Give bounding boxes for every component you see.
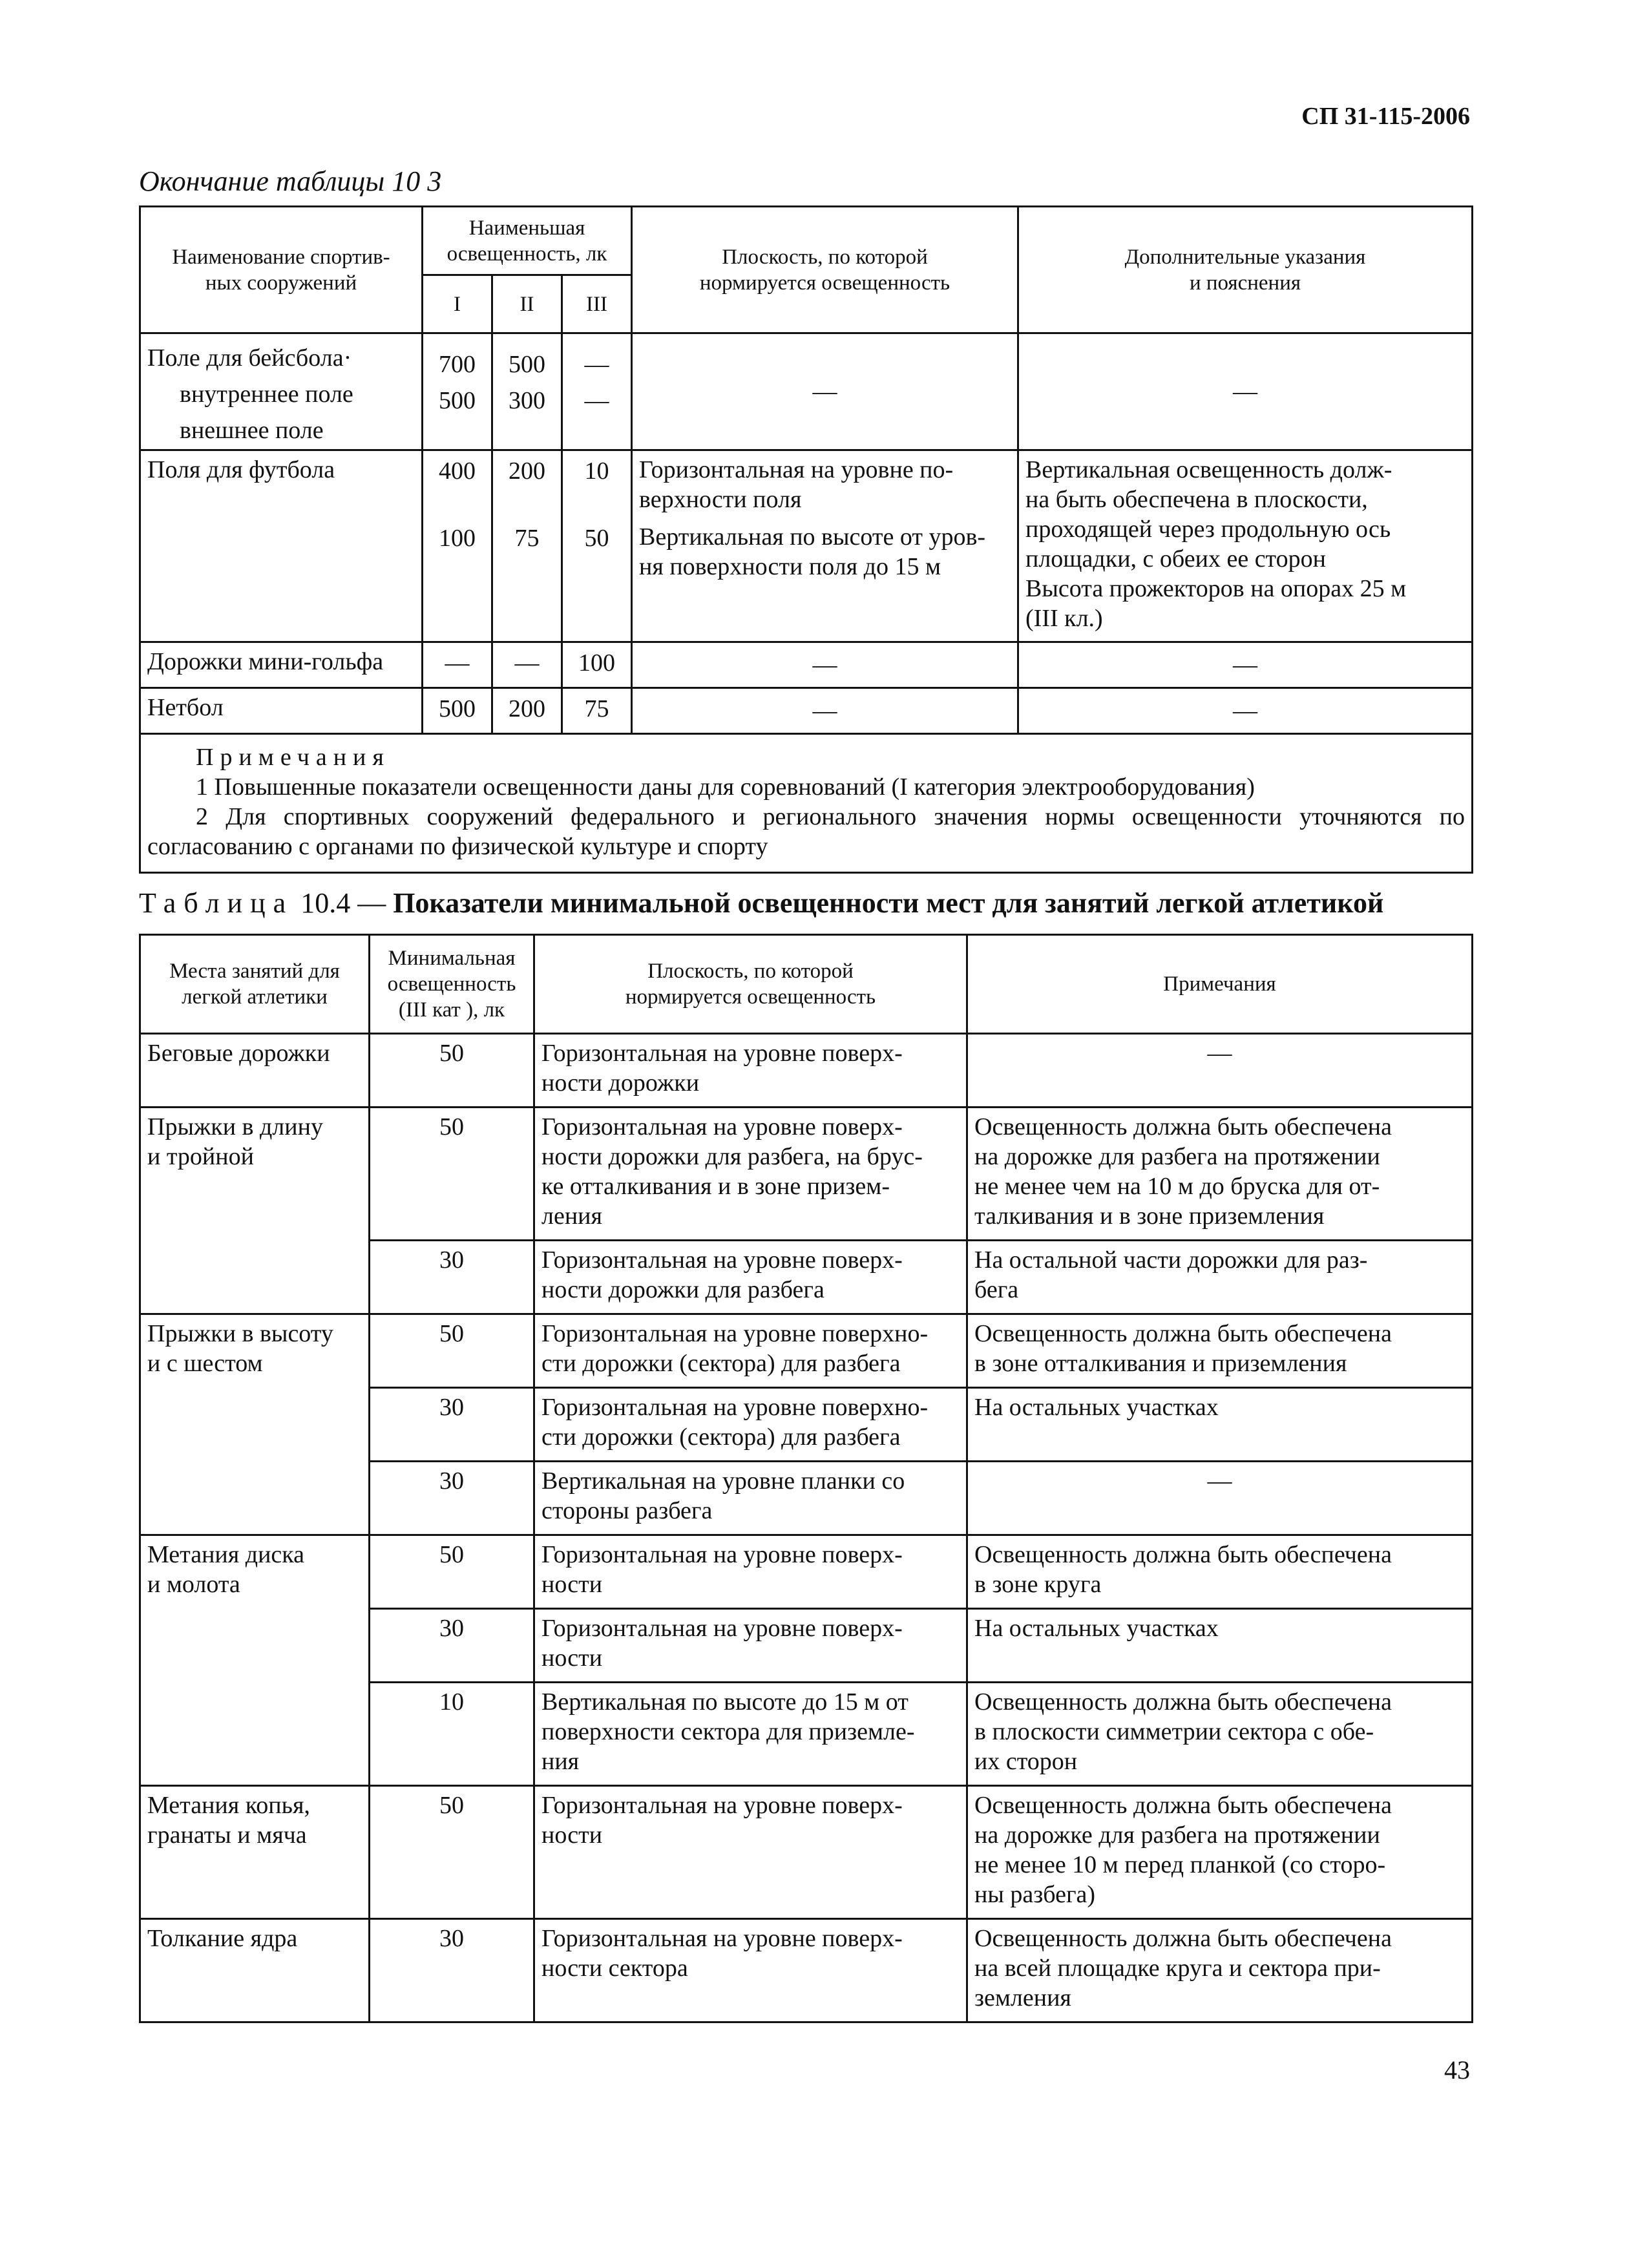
page-number: 43 [1444, 2055, 1470, 2084]
plane-cell: Горизонтальная на уровне поверх- ности [534, 1535, 967, 1609]
plane-cell: Горизонтальная на уровне поверх- ности дорожки для разбега [534, 1241, 967, 1314]
document-code: СП 31-115-2006 [1301, 103, 1470, 130]
table-row [140, 642, 1473, 688]
col-header-min-illum: Минимальная освещенность (III кат ), лк [370, 935, 534, 1034]
row-name: Нетбол [140, 688, 423, 734]
notes-cell: Вертикальная освещенность долж- на быть обеспечена в плоскости, проходящей через продольную ось площадки, с обеих ее сторон Высота прожекторов на опорах 25 м (III кл.) [1018, 450, 1473, 642]
plane-cell: Вертикальная по высоте до 15 м от поверхности сектора для приземле- ния [534, 1683, 967, 1786]
value-cell: 30 [370, 1609, 534, 1683]
notes-cell: Освещенность должна быть обеспечена на всей площадке круга и сектора при- земления [967, 1919, 1473, 2022]
plane-cell: — [632, 333, 1018, 450]
table-10-4 [139, 934, 1473, 2023]
value-class-1: 500 [423, 688, 492, 734]
value-class-3: 10 50 [562, 450, 632, 642]
notes-cell: Освещенность должна быть обеспечена в плоскости симметрии сектора с обе- их сторон [967, 1683, 1473, 1786]
row-name: Поле для бейсбола· внутреннее поле внешнее поле [140, 333, 423, 450]
notes-cell: На остальных участках [967, 1609, 1473, 1683]
col-header-name: Наименование спортив- ных сооружений [140, 207, 423, 333]
notes-cell: — [967, 1462, 1473, 1535]
table-row [140, 1786, 1473, 1919]
plane-cell: Вертикальная на уровне планки со стороны разбега [534, 1462, 967, 1535]
caption-number: 10.4 — [300, 887, 386, 919]
notes-cell: На остальных участках [967, 1388, 1473, 1462]
table-row [140, 1034, 1473, 1108]
plane-cell: — [632, 688, 1018, 734]
place-cell: Толкание ядра [140, 1919, 370, 2022]
value-class-1: — [423, 642, 492, 688]
col-header-plane: Плоскость, по которой нормируется освещенность [632, 207, 1018, 333]
notes-cell: — [967, 1034, 1473, 1108]
value-cell: 50 [370, 1786, 534, 1919]
plane-cell: Горизонтальная на уровне поверх- ности дорожки [534, 1034, 967, 1108]
col-header-notes: Примечания [967, 935, 1473, 1034]
row-name: Поля для футбола [140, 450, 423, 642]
value-cell: 30 [370, 1241, 534, 1314]
table-row [140, 450, 1473, 642]
plane-cell: Горизонтальная на уровне поверхно- сти дорожки (сектора) для разбега [534, 1388, 967, 1462]
col-header-notes: Дополнительные указания и пояснения [1018, 207, 1473, 333]
notes-cell: — [1018, 688, 1473, 734]
value-cell: 30 [370, 1388, 534, 1462]
place-cell: Прыжки в длину и тройной [140, 1108, 370, 1314]
table-notes [140, 734, 1473, 873]
row-name: Дорожки мини-гольфа [140, 642, 423, 688]
plane-cell: Горизонтальная на уровне поверх- ности [534, 1786, 967, 1919]
plane-cell: Горизонтальная на уровне поверхно- сти дорожки (сектора) для разбега [534, 1314, 967, 1388]
place-cell: Метания диска и молота [140, 1535, 370, 1786]
plane-cell: Горизонтальная на уровне поверх- ности [534, 1609, 967, 1683]
col-header-place: Места занятий для легкой атлетики [140, 935, 370, 1034]
plane-cell: Горизонтальная на уровне по- верхности поля Вертикальная по высоте от уров- ня поверхности поля до 15 м [632, 450, 1018, 642]
col-header-class-3: III [562, 275, 632, 333]
place-cell: Метания копья, гранаты и мяча [140, 1786, 370, 1919]
value-cell: 30 [370, 1462, 534, 1535]
note-item: 1 Повышенные показатели освещенности даны для соревнований (I категория электрооборудования) [196, 773, 1255, 801]
notes-cell: — [1018, 333, 1473, 450]
value-cell: 30 [370, 1919, 534, 2022]
place-cell: Беговые дорожки [140, 1034, 370, 1108]
value-cell: 50 [370, 1034, 534, 1108]
table-10-4-caption [139, 887, 1383, 919]
value-cell: 50 [370, 1314, 534, 1388]
note-item: 2 Для спортивных сооружений федерального и регионального значения нормы освещенности уточняются по согласованию с органами по физической культуре и спорту [147, 803, 1465, 860]
col-header-plane: Плоскость, по которой нормируется освещенность [534, 935, 967, 1034]
value-cell: 50 [370, 1535, 534, 1609]
value-class-2: — [492, 642, 562, 688]
col-header-class-1: I [423, 275, 492, 333]
value-class-3: 75 [562, 688, 632, 734]
col-header-class-2: II [492, 275, 562, 333]
notes-cell: Освещенность должна быть обеспечена в зоне круга [967, 1535, 1473, 1609]
value-class-2: 200 [492, 688, 562, 734]
caption-label: Таблица [139, 887, 294, 919]
notes-cell: Освещенность должна быть обеспечена на дорожке для разбега на протяжении не менее чем на 10 м до бруска для от- талкивания и в зоне приземления [967, 1108, 1473, 1241]
table-10-3 [139, 205, 1473, 874]
table-row [140, 1314, 1473, 1388]
value-cell: 50 [370, 1108, 534, 1241]
notes-cell: — [1018, 642, 1473, 688]
value-class-1: 400 100 [423, 450, 492, 642]
plane-cell: — [632, 642, 1018, 688]
notes-title: Примечания [196, 744, 390, 771]
value-class-1: 700 500 [423, 333, 492, 450]
value-class-2: 200 75 [492, 450, 562, 642]
caption-title: Показатели минимальной освещенности мест для занятий легкой атлетикой [393, 887, 1384, 919]
plane-cell: Горизонтальная на уровне поверх- ности дорожки для разбега, на брус- ке отталкивания и в зоне призем- ления [534, 1108, 967, 1241]
value-class-3: — — [562, 333, 632, 450]
col-header-min-illum: Наименьшая освещенность, лк [423, 207, 632, 275]
place-cell: Прыжки в высоту и с шестом [140, 1314, 370, 1535]
notes-cell: На остальной части дорожки для раз- бега [967, 1241, 1473, 1314]
value-class-3: 100 [562, 642, 632, 688]
plane-cell: Горизонтальная на уровне поверх- ности сектора [534, 1919, 967, 2022]
table-row [140, 1919, 1473, 2022]
table-row [140, 333, 1473, 450]
value-cell: 10 [370, 1683, 534, 1786]
table-10-3-caption: Окончание таблицы 10 3 [139, 165, 442, 197]
table-row [140, 1108, 1473, 1241]
value-class-2: 500 300 [492, 333, 562, 450]
notes-cell: Освещенность должна быть обеспечена в зоне отталкивания и приземления [967, 1314, 1473, 1388]
notes-cell: Освещенность должна быть обеспечена на дорожке для разбега на протяжении не менее 10 м перед планкой (со сторо- ны разбега) [967, 1786, 1473, 1919]
table-row [140, 1535, 1473, 1609]
table-row [140, 688, 1473, 734]
